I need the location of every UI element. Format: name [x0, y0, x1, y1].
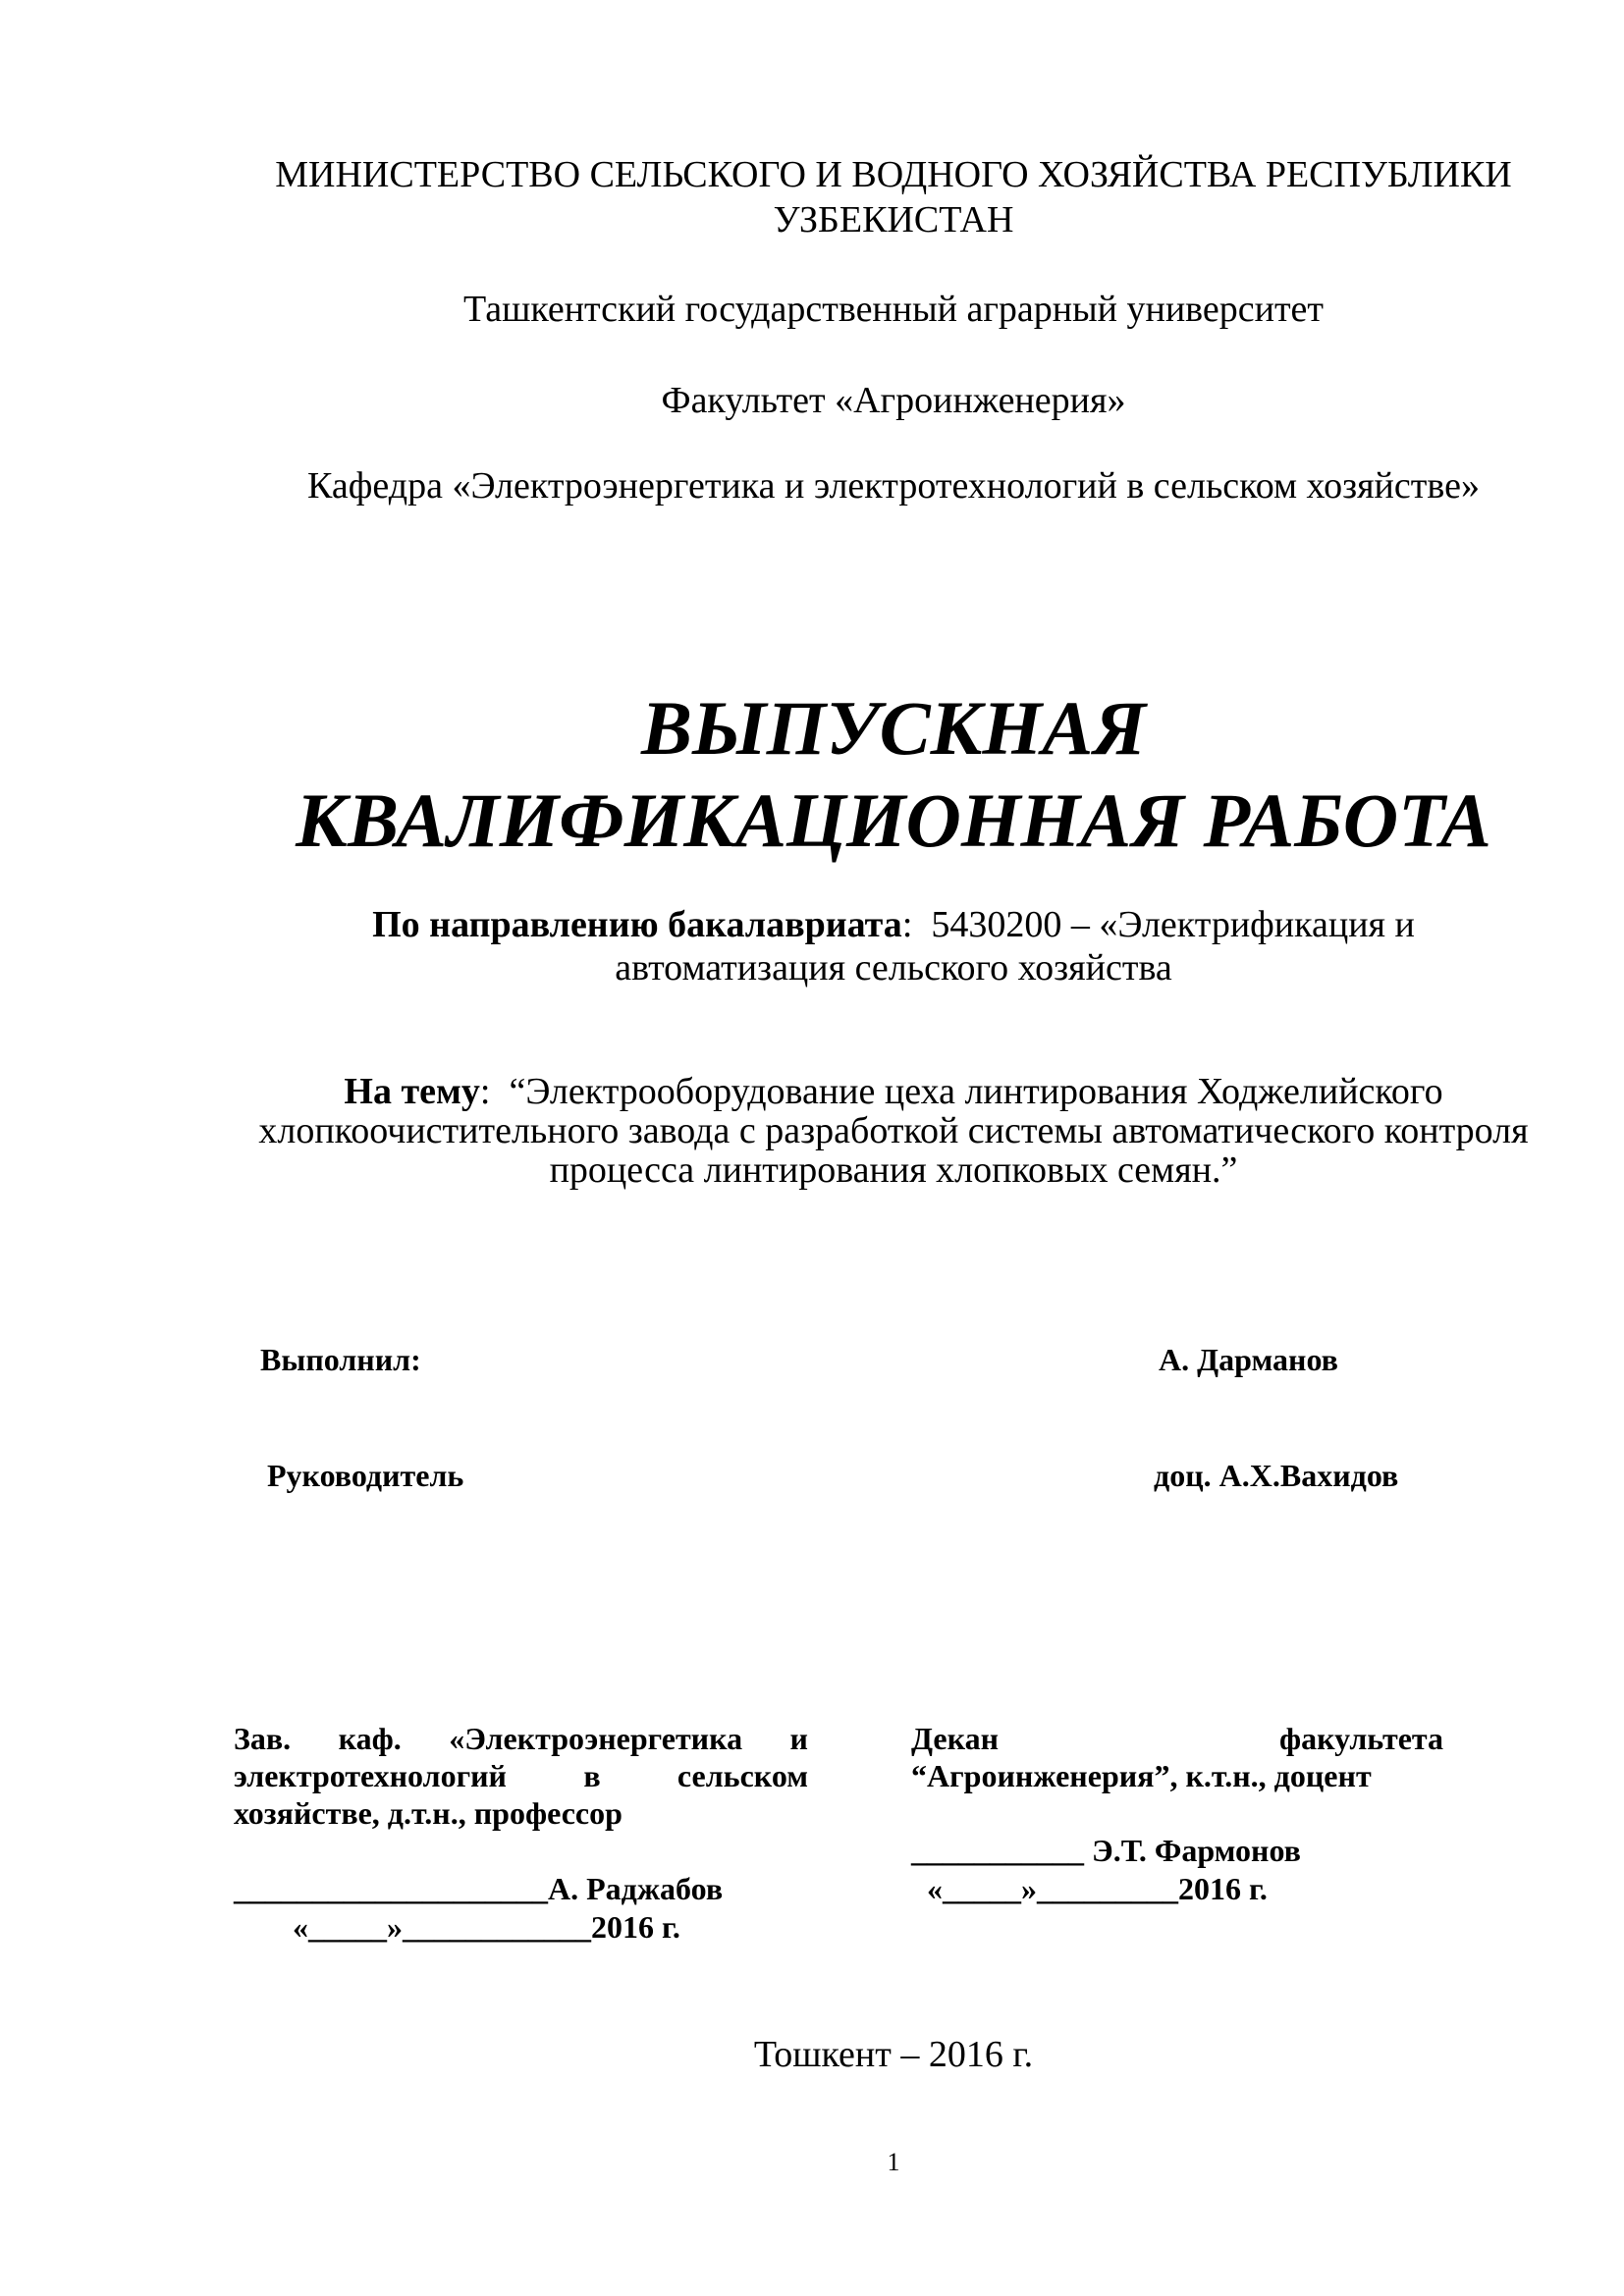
city-year: Тошкент – 2016 г.: [753, 2034, 1034, 2075]
topic-text-line-2: хлопкоочистительного завода с разработкой системы автоматического контроля: [258, 1110, 1529, 1151]
approval-right-word: факультета: [1278, 1721, 1443, 1756]
department-name: Кафедра «Электроэнергетика и электротехнологий в сельском хозяйстве»: [307, 465, 1480, 507]
page-number: 1: [887, 2148, 900, 2176]
approval-left-line-2: [234, 1757, 808, 1794]
supervisor-name: доц. А.Х.Вахидов: [1154, 1458, 1399, 1493]
dean-date-line: «_____»_________2016 г.: [927, 1871, 1268, 1906]
direction-value-line-2: автоматизация сельского хозяйства: [615, 947, 1172, 988]
approval-right-line-2: “Агроинженерия”, к.т.н., доцент: [911, 1758, 1372, 1793]
approval-left-word: каф.: [338, 1721, 402, 1756]
ministry-line-2: УЗБЕКИСТАН: [773, 199, 1014, 240]
approval-left: [234, 1720, 808, 1832]
ministry-heading: [196, 152, 1591, 242]
topic-text-line-1: “Электрооборудование цеха линтирования Ходжелийского: [509, 1071, 1443, 1112]
faculty-name: Факультет «Агроинженерия»: [661, 380, 1126, 421]
direction-value-line-1: 5430200 – «Электрификация и: [931, 904, 1415, 945]
ministry-line-1: МИНИСТЕРСТВО СЕЛЬСКОГО И ВОДНОГО ХОЗЯЙСТВА РЕСПУБЛИКИ: [275, 154, 1512, 195]
university-name: Ташкентский государственный аграрный университет: [462, 289, 1325, 330]
title-line-2: КВАЛИФИКАЦИОННАЯ РАБОТА: [296, 777, 1491, 863]
supervisor-label: Руководитель: [267, 1458, 464, 1493]
approval-right-line-1: [911, 1720, 1443, 1757]
topic-text-line-3: процесса линтирования хлопковых семян.”: [549, 1149, 1238, 1191]
document-title: [196, 682, 1591, 867]
approval-left-word: Зав.: [234, 1721, 292, 1756]
approval-right-word: Декан: [911, 1721, 999, 1756]
approval-left-line-1: [234, 1720, 808, 1757]
approval-left-word: сельском: [677, 1758, 808, 1793]
approval-left-word: электротехнологий: [234, 1758, 507, 1793]
title-line-1: ВЫПУСКНАЯ: [641, 685, 1146, 771]
approval-left-word: в: [583, 1758, 601, 1793]
approval-left-word: и: [789, 1721, 808, 1756]
approval-left-word: «Электроэнергетика: [449, 1721, 743, 1756]
approval-left-line-3: хозяйстве, д.т.н., профессор: [234, 1795, 623, 1831]
approval-right: [911, 1720, 1443, 1794]
topic-block: [196, 1072, 1591, 1190]
dean-signature-line: ___________ Э.Т. Фармонов: [911, 1833, 1301, 1868]
head-date-line: «_____»____________2016 г.: [293, 1909, 680, 1945]
direction-line-1: По направлению бакалавриата: 5430200 – «Электрификация и: [372, 904, 1415, 945]
direction-label: По направлению бакалавриата: [372, 904, 902, 945]
head-signature-line: ____________________А. Раджабов: [234, 1871, 724, 1906]
topic-label: На тему: [344, 1071, 480, 1112]
performer-name: А. Дарманов: [1159, 1342, 1338, 1377]
topic-line-1: На тему: “Электрооборудование цеха линтирования Ходжелийского: [344, 1071, 1443, 1112]
direction-block: [196, 903, 1591, 989]
performer-label: Выполнил:: [260, 1342, 421, 1377]
